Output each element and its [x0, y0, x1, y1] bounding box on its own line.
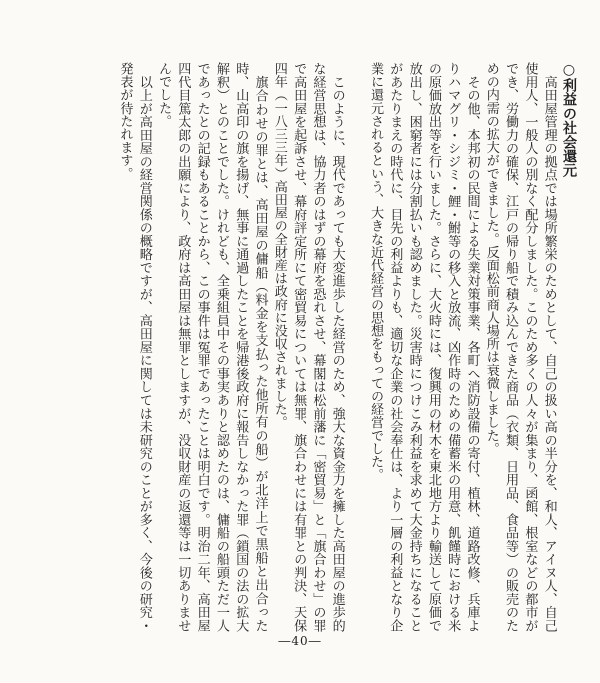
paragraph-2: その他、本邦初の民間による失業対策事業、各町へ消防設備の寄付、植林、道路改修、兵庫よりハマグリ・シジミ・鯉・鮒等の移入と放流、凶作時のための備蓄米の用意、飢饉時における米の原価放出等を行いました。さらに、大火時には、復興用の材木を東北地方より輸送して原価で放出し、困窮者には分割払いも認めました。災害時につけこみ利益を求めて大金持ちになることがあたりまえの時代に、目先の利益よりも、適切な企業の社会奉仕は、より一層の利益となり企業に還元されるという、大きな近代経営の思想をもっての経営でした。: [368, 62, 480, 632]
document-page: [28, 62, 578, 632]
paragraph-4: 旗合わせの罪とは、高田屋の傭船（料金を支払った他所有の船）が北洋上で黒船と出合った時、山高印の旗を揚げ、無事に通過したことを帰港後政府に報告しなかった罪（鎖国の法の拡大解釈）とのことでした。けれども、全乗組員中その事実ありと認めたのは、傭船の船頭ただ一人であったとの記録もあることから、この事件は冤罪であったことは明白です。明治二年、高田屋四代目篤太郎の出願により、政府は高田屋は無罪としますが、没収財産の返還等は一切ありませんでした。: [156, 62, 268, 632]
paragraph-3: このように、現代であっても大変進歩した経営のため、強大な資金力を擁した高田屋の進歩的な経営思想は、協力者のはずの幕府を恐れさせ、幕閣は松前藩に「密貿易」と「旗合わせ」の罪で高田屋を起訴させ、幕府評定所にて密貿易については無罪、旗合わせには有罪との判決、天保四年（一八三三年）高田屋の全財産は政府に没収されました。: [271, 62, 345, 632]
page-number: ―40―: [278, 634, 322, 648]
section-heading: ○利益の社会還元: [561, 62, 577, 178]
vertical-text-body: [115, 62, 578, 632]
paragraph-1: 高田屋管理の拠点では場所繁栄のためとして、自己の扱い高の半分を、和人、アイヌ人、自己使用人、一般人の別なく配分しました。このため多くの人々が集まり、函館、根室などの都市ができ、労働力の確保、江戸の帰り船で積み込んできた商品（衣類、日用品、食品等）の販売のための内需の拡大ができました。反面松前商人場所は衰微しました。: [483, 62, 557, 632]
paragraph-5: 以上が高田屋の経営関係の概略ですが、高田屋に関しては未研究のことが多く、今後の研究・発表が待たれます。: [117, 62, 152, 632]
